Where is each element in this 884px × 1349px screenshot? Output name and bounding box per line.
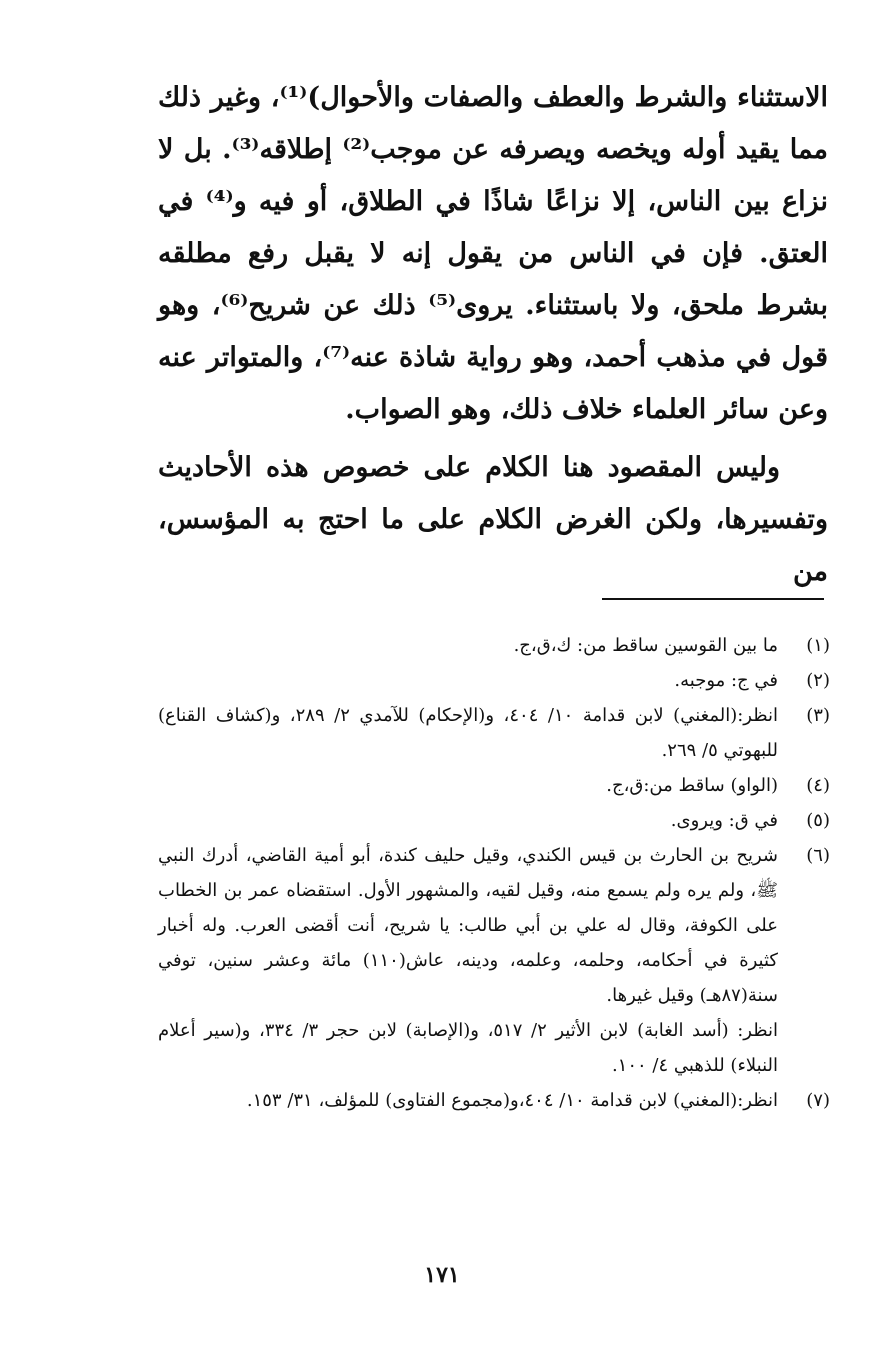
- footnote-text: شريح بن الحارث بن قيس الكندي، وقيل حليف كندة، أبو أمية القاضي، أدرك النبي ﷺ، ولم يره ولم يسمع منه، وقيل لقيه، والمشهور الأول. استقضاه عمر بن الخطاب على الكوفة، وقال له علي بن أبي طالب: يا شريح، أنت أقضى العرب. وله أخبار كثيرة في أحكامه، وحلمه، وعلمه، ودينه، عاش(١١٠) مائة وعشر سنين، توفي سنة(٨٧هـ) وقيل غيرها.: [158, 845, 778, 1006]
- footnote-text: انظر:(المغني) لابن قدامة ١٠/ ٤٠٤،و(مجموع الفتاوى) للمؤلف، ٣١/ ١٥٣.: [246, 1090, 778, 1111]
- footnote-text: ما بين القوسين ساقط من: ك،ق،ج.: [513, 635, 778, 656]
- footnotes: [158, 628, 830, 1118]
- paragraph-2: وليس المقصود هنا الكلام على خصوص هذه الأحاديث وتفسيرها، ولكن الغرض الكلام على ما احتج به المؤسس، من: [158, 452, 828, 587]
- footnote-number: (١): [806, 635, 830, 656]
- page-number: ١٧١: [424, 1262, 460, 1288]
- footnote-2: [158, 663, 830, 698]
- footnote-6-references: [158, 1013, 830, 1083]
- footnote-7: [158, 1083, 830, 1118]
- footnote-5: [158, 803, 830, 838]
- footnote-number: (٥): [806, 810, 830, 831]
- footnote-number: (٦): [806, 845, 830, 866]
- footnote-text: في ق: ويروى.: [670, 810, 778, 831]
- paragraph-1: الاستثناء والشرط والعطف والصفات والأحوال)⁽¹⁾، وغير ذلك مما يقيد أوله ويخصه ويصرفه عن موجب⁽²⁾ إطلاقه⁽³⁾. بل لا نزاع بين الناس، إلا نزاعًا شاذًا في الطلاق، أو فيه و⁽⁴⁾ في العتق. فإن في الناس من يقول إنه لا يقبل رفع مطلقه بشرط ملحق، ولا باستثناء. يروى⁽⁵⁾ ذلك عن شريح⁽⁶⁾، وهو قول في مذهب أحمد، وهو رواية شاذة عنه⁽⁷⁾، والمتواتر عنه وعن سائر العلماء خلاف ذلك، وهو الصواب.: [158, 82, 829, 425]
- footnote-text: انظر:(المغني) لابن قدامة ١٠/ ٤٠٤، و(الإحكام) للآمدي ٢/ ٢٨٩، و(كشاف القناع) للبهوتي ٥/ ٢٦٩.: [158, 705, 779, 761]
- footnote-number: (٢): [806, 670, 830, 691]
- footnote-separator: [602, 598, 824, 600]
- footnote-6: [158, 838, 830, 1013]
- footnote-text: في ج: موجبه.: [674, 670, 778, 691]
- footnote-number: (٣): [806, 705, 830, 726]
- footnote-4: [158, 768, 830, 803]
- footnote-text: انظر: (أسد الغابة) لابن الأثير ٢/ ٥١٧، و(الإصابة) لابن حجر ٣/ ٣٣٤، و(سير أعلام النبلاء) للذهبي ٤/ ١٠٠.: [158, 1020, 778, 1076]
- footnote-text: (الواو) ساقط من:ق،ج.: [606, 775, 778, 796]
- footnote-3: [158, 698, 830, 768]
- footnote-number: (٤): [806, 775, 830, 796]
- main-text: [158, 72, 828, 598]
- footnote-1: [158, 628, 830, 663]
- footnote-number: (٧): [806, 1090, 830, 1111]
